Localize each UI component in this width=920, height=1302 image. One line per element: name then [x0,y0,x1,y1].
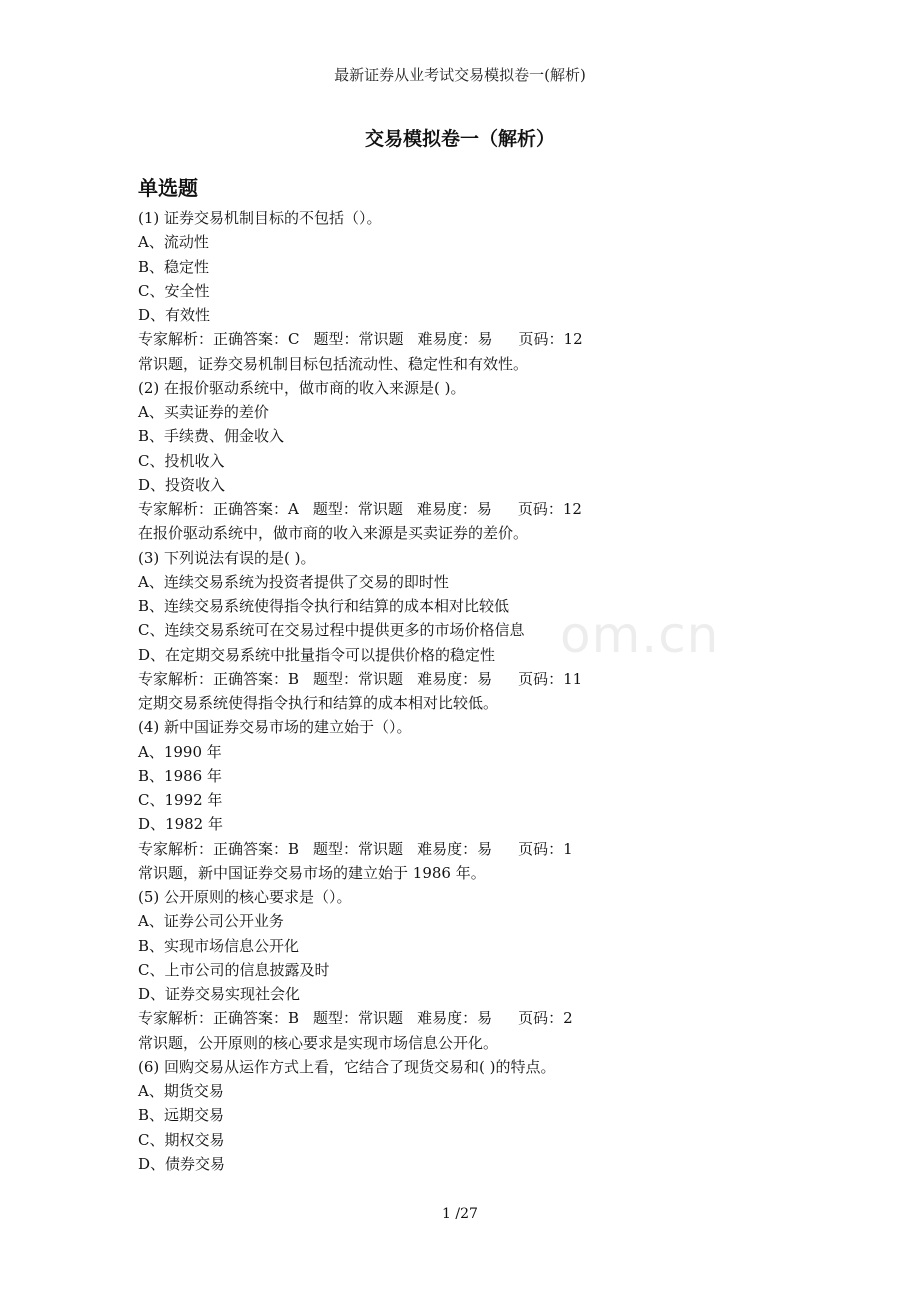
option-c: C、投机收入 [138,451,225,470]
meta-page: 页码：2 [518,1009,573,1028]
meta-label: 专家解析： [138,500,214,518]
option-d: D、债券交易 [138,1154,226,1173]
option-a: A、买卖证券的差价 [138,403,269,421]
meta-label: 专家解析： [138,839,214,858]
meta-answer: 正确答案：A [213,500,299,518]
meta-page: 页码：12 [518,330,583,349]
meta-difficulty: 难易度：易 [417,1009,493,1028]
answer-meta [138,837,778,861]
option-b: B、实现市场信息公开化 [138,936,300,955]
running-header: 最新证券从业考试交易模拟卷一(解析) [334,66,586,84]
explanation: 常识题，新中国证券交易市场的建立始于 1986 年。 [138,863,486,882]
page-total: 27 [460,1206,478,1222]
answer-meta [138,497,778,521]
meta-label: 专家解析： [138,669,214,688]
option-a: A、流动性 [138,233,209,252]
option-b: B、远期交易 [138,1106,225,1125]
option-b: B、手续费、佣金收入 [138,427,285,446]
explanation: 在报价驱动系统中，做市商的收入来源是买卖证券的差价。 [138,524,529,543]
document-title: 交易模拟卷一（解析） [364,128,555,150]
option-a: A、连续交易系统为投资者提供了交易的即时性 [138,572,449,591]
option-d: D、证券交易实现社会化 [138,985,301,1003]
watermark: om.cn [560,606,720,664]
question-stem: (5) 公开原则的核心要求是（）。 [138,888,352,906]
option-c: C、期权交易 [138,1130,225,1149]
question-stem: (1) 证券交易机制目标的不包括（）。 [138,209,382,227]
option-d: D、在定期交易系统中批量指令可以提供价格的稳定性 [138,645,496,664]
explanation: 定期交易系统使得指令执行和结算的成本相对比较低。 [138,694,499,712]
meta-answer: 正确答案：B [213,669,300,688]
meta-answer: 正确答案：B [213,839,300,858]
meta-page: 页码：11 [518,669,583,688]
page-footer [0,1206,920,1222]
option-c: C、上市公司的信息披露及时 [138,960,330,979]
meta-difficulty: 难易度：易 [416,500,492,518]
option-c: C、连续交易系统可在交易过程中提供更多的市场价格信息 [138,621,525,640]
answer-meta [138,667,778,691]
option-b: B、连续交易系统使得指令执行和结算的成本相对比较低 [138,597,510,615]
page-separator: / [455,1206,461,1222]
page-number: 1 [442,1206,451,1222]
question-stem: (3) 下列说法有误的是( )。 [138,548,316,567]
option-b: B、稳定性 [138,257,210,276]
option-c: C、安全性 [138,281,210,300]
question-stem: (6) 回购交易从运作方式上看，它结合了现货交易和( )的特点。 [138,1057,556,1076]
option-d: D、1982 年 [138,815,223,834]
meta-page: 页码：12 [517,500,582,518]
meta-type: 题型：常识题 [313,669,404,688]
explanation: 常识题，公开原则的核心要求是实现市场信息公开化。 [138,1033,499,1052]
option-d: D、投资收入 [138,475,226,494]
meta-label: 专家解析： [138,1009,214,1028]
question-stem: (4) 新中国证券交易市场的建立始于（）。 [138,718,412,737]
meta-difficulty: 难易度：易 [417,330,493,349]
meta-answer: 正确答案：C [213,330,300,349]
option-a: A、期货交易 [138,1082,224,1100]
option-d: D、有效性 [138,306,211,324]
section-title: 单选题 [138,176,198,200]
option-a: A、1990 年 [138,742,222,761]
option-b: B、1986 年 [138,766,222,785]
question-stem: (2) 在报价驱动系统中，做市商的收入来源是( )。 [138,378,466,397]
meta-difficulty: 难易度：易 [417,839,493,858]
question-list [138,206,778,1176]
meta-type: 题型：常识题 [313,1009,404,1028]
meta-type: 题型：常识题 [312,500,403,518]
answer-meta [138,327,778,351]
explanation: 常识题，证券交易机制目标包括流动性、稳定性和有效性。 [138,354,529,373]
meta-difficulty: 难易度：易 [417,669,493,688]
answer-meta [138,1006,778,1030]
meta-answer: 正确答案：B [213,1009,300,1028]
option-c: C、1992 年 [138,791,223,809]
meta-type: 题型：常识题 [313,330,404,349]
meta-label: 专家解析： [138,330,214,349]
option-a: A、证券公司公开业务 [138,912,284,931]
meta-type: 题型：常识题 [313,839,404,858]
meta-page: 页码：1 [518,839,573,858]
